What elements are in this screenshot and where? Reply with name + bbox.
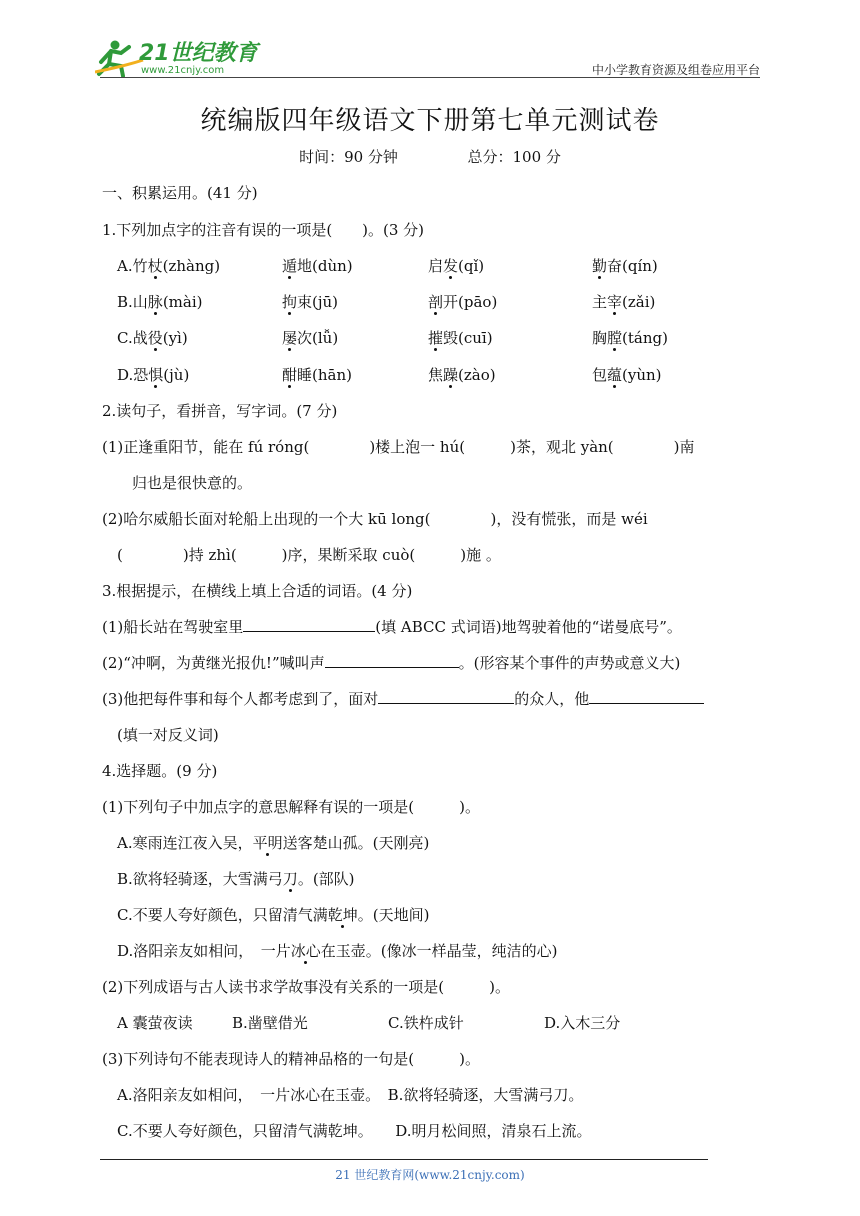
q1-row-d-opt1: D.恐惧(jù) (117, 366, 190, 384)
q4-sub-2-opt-a: A 囊萤夜读 (117, 1014, 193, 1032)
q3-item-1: (1)船长站在驾驶室里 (填 ABCC 式词语)地驾驶着他的“诺曼底号”。 (102, 618, 682, 636)
q4-sub-1-opt-c: C.不要人夸好颜色，只留清气满乾坤。(天地间) (117, 906, 430, 924)
exam-title: 统编版四年级语文下册第七单元测试卷 (200, 106, 660, 136)
q1-row-b-opt1: B.山脉(mài) (117, 293, 203, 311)
footer-divider (100, 1159, 708, 1160)
q4-sub-3-opts-ab: A.洛阳亲友如相问， 一片冰心在玉壶。 B.欲将轻骑逐，大雪满弓刀。 (117, 1086, 584, 1104)
q1-row-b-opt2: 拘束(jū) (282, 293, 339, 311)
answer-blank[interactable] (325, 653, 459, 668)
q1-row-a-opt3: 启发(qǐ) (428, 257, 485, 275)
q4-sub-1-opt-b: B.欲将轻骑逐，大雪满弓刀。(部队) (117, 870, 355, 888)
q2-sentence-1-cont: 归也是很快意的。 (132, 474, 253, 492)
q2-sentence-2-cont: ( )持 zhì( )序，果断采取 cuò( )施 。 (117, 546, 501, 564)
q1-row-d-opt2: 酣睡(hān) (282, 366, 352, 384)
q1-row-a-opt4: 勤奋(qín) (592, 257, 658, 275)
question-1-stem: 1.下列加点字的注音有误的一项是( )。(3 分) (102, 221, 425, 239)
logo-text: 21世纪教育 (139, 41, 258, 66)
answer-blank[interactable] (589, 689, 704, 704)
q4-sub-2-opt-c: C.铁杵成针 (388, 1014, 464, 1032)
q2-sentence-2: (2)哈尔威船长面对轮船上出现的一个大 kū long( )，没有慌张，而是 wéi (102, 510, 648, 528)
q3-item-3-cont: (填一对反义词) (117, 726, 219, 744)
q1-row-c-opt2: 屡次(lǚ) (282, 329, 339, 347)
q4-sub-1: (1)下列句子中加点字的意思解释有误的一项是( )。 (102, 798, 480, 816)
platform-name: 中小学教育资源及组卷应用平台 (591, 63, 760, 77)
q4-sub-1-opt-a: A.寒雨连江夜入吴，平明送客楚山孤。(天刚亮) (117, 834, 430, 852)
section-heading: 一、积累运用。(41 分) (102, 184, 258, 202)
total-score: 总分：100 分 (467, 148, 561, 166)
footer-site-link[interactable]: 21 世纪教育网(www.21cnjy.com) (335, 1168, 525, 1182)
q3-item-2: (2)“冲啊，为黄继光报仇!”喊叫声 。(形容某个事件的声势或意义大) (102, 654, 681, 672)
header-divider (100, 77, 760, 78)
answer-blank[interactable] (378, 689, 514, 704)
q2-sentence-1: (1)正逢重阳节，能在 fú róng( )楼上泡一 hú( )茶，观北 yàn( )南 (102, 438, 695, 456)
q1-row-d-opt3: 焦躁(zào) (428, 366, 496, 384)
q4-sub-3: (3)下列诗句不能表现诗人的精神品格的一句是( )。 (102, 1050, 480, 1068)
q1-row-c-opt4: 胸膛(táng) (592, 329, 668, 347)
q1-row-b-opt4: 主宰(zǎi) (592, 293, 656, 311)
q4-sub-2-opt-d: D.入木三分 (544, 1014, 621, 1032)
logo-url: www.21cnjy.com (141, 65, 225, 76)
question-4-stem: 4.选择题。(9 分) (102, 762, 218, 780)
q1-row-a-opt1: A.竹杖(zhàng) (117, 257, 221, 275)
q4-sub-2-opt-b: B.凿壁借光 (232, 1014, 308, 1032)
q1-row-c-opt3: 摧毁(cuī) (428, 329, 493, 347)
question-2-stem: 2.读句子，看拼音，写字词。(7 分) (102, 402, 338, 420)
q1-row-c-opt1: C.战役(yì) (117, 329, 188, 347)
q1-row-d-opt4: 包蕴(yùn) (592, 366, 662, 384)
exam-meta (0, 146, 860, 167)
question-3-stem: 3.根据提示，在横线上填上合适的词语。(4 分) (102, 582, 413, 600)
site-logo (95, 36, 260, 80)
q4-sub-3-opts-cd: C.不要人夸好颜色，只留清气满乾坤。 D.明月松间照，清泉石上流。 (117, 1122, 592, 1140)
q3-item-3: (3)他把每件事和每个人都考虑到了，面对 的众人，他 (102, 689, 704, 709)
q1-row-a-opt2: 遁地(dùn) (282, 257, 353, 275)
q4-sub-2: (2)下列成语与古人读书求学故事没有关系的一项是( )。 (102, 978, 510, 996)
answer-blank[interactable] (243, 617, 375, 632)
q4-sub-1-opt-d: D.洛阳亲友如相问， 一片冰心在玉壶。(像冰一样晶莹，纯洁的心) (117, 942, 558, 960)
time-limit: 时间：90 分钟 (299, 148, 398, 166)
q1-row-b-opt3: 剖开(pāo) (428, 293, 498, 311)
